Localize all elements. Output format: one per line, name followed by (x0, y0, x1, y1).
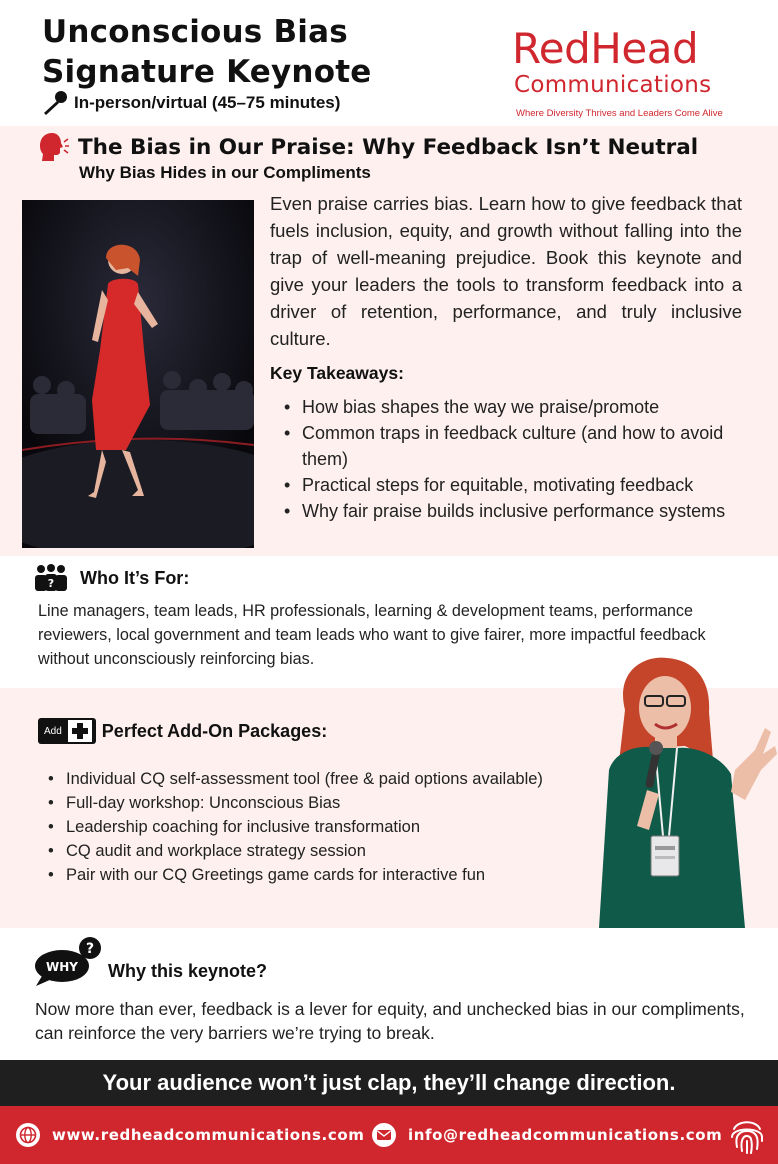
keynote-heading: The Bias in Our Praise: Why Feedback Isn’t Neutral (78, 134, 699, 160)
list-item: • Practical steps for equitable, motivating feedback (282, 472, 742, 498)
speaking-head-icon (36, 132, 70, 162)
logo-tagline: Where Diversity Thrives and Leaders Come Alive (516, 108, 723, 119)
why-speech-bubble-icon (34, 936, 102, 986)
tagline-banner (0, 1060, 778, 1106)
format-text: In-person/virtual (45–75 minutes) (74, 93, 341, 112)
page-title (42, 12, 371, 92)
envelope-icon (372, 1123, 396, 1147)
add-badge (38, 718, 96, 744)
email-text: info@redheadcommunications.com (408, 1126, 723, 1144)
addons-title: Perfect Add-On Packages: (101, 720, 328, 741)
list-item: • CQ audit and workplace strategy session (46, 839, 606, 863)
website-text: www.redheadcommunications.com (52, 1126, 365, 1144)
addons-heading-row (38, 718, 327, 744)
why-badge-text: WHY (46, 960, 78, 974)
banner-text: Your audience won’t just clap, they’ll change direction. (102, 1070, 676, 1095)
audience-description: Line managers, team leads, HR professionals, learning & development teams, performance reviewers, local government and team leads who want to give fairer, more impactful feedback without unconsciously reinforcing bias. (38, 602, 706, 668)
takeaways-list (282, 394, 742, 524)
fingerprint-icon (728, 1115, 766, 1155)
keynote-heading-row (36, 132, 698, 162)
add-badge-text: Add (44, 725, 62, 737)
takeaways-title: Key Takeaways: (270, 363, 404, 383)
website-link[interactable] (16, 1106, 364, 1164)
list-item: • Full-day workshop: Unconscious Bias (46, 791, 606, 815)
list-item: • How bias shapes the way we praise/promote (282, 394, 742, 420)
company-logo (512, 26, 752, 118)
title-line-2: Signature Keynote (42, 54, 372, 90)
why-title: Why this keynote? (108, 961, 268, 981)
logo-line-1: RedHead (512, 24, 699, 73)
format-row (40, 90, 340, 116)
email-link[interactable] (372, 1106, 722, 1164)
header (0, 0, 778, 126)
logo-line-2: Communications (514, 72, 712, 98)
plus-icon (68, 720, 92, 742)
why-heading-row (34, 936, 267, 986)
list-item: • Why fair praise builds inclusive performance systems (282, 498, 742, 524)
footer (0, 1106, 778, 1164)
people-icon (34, 564, 68, 592)
svg-text:?: ? (47, 577, 55, 590)
speaker-stage-photo (22, 200, 254, 548)
svg-text:?: ? (85, 941, 95, 957)
keynote-subheading: Why Bias Hides in our Compliments (79, 163, 371, 182)
list-item: • Individual CQ self-assessment tool (free & paid options available) (46, 767, 606, 791)
addons-list (46, 767, 606, 887)
stage-illustration (22, 200, 254, 548)
list-item: • Common traps in feedback culture (and how to avoid them) (282, 420, 742, 472)
audience-heading-row (34, 564, 189, 592)
keynote-description: Even praise carries bias. Learn how to give feedback that fuels inclusion, equity, and growth without falling into the trap of well-meaning prejudice. Book this keynote and give your leaders the tools to transform feedback into a driver of retention, performance, and truly inclusive culture. (270, 193, 742, 349)
title-line-1: Unconscious Bias (42, 14, 348, 50)
globe-icon (16, 1123, 40, 1147)
why-description: Now more than ever, feedback is a lever for equity, and unchecked bias in our compliments, can reinforce the very barriers we’re trying to break. (35, 999, 745, 1043)
list-item: • Pair with our CQ Greetings game cards for interactive fun (46, 863, 606, 887)
portrait-illustration (585, 650, 778, 928)
list-item: • Leadership coaching for inclusive transformation (46, 815, 606, 839)
speaker-portrait-photo (585, 650, 778, 928)
microphone-icon (40, 90, 68, 116)
audience-title: Who It’s For: (80, 567, 190, 588)
